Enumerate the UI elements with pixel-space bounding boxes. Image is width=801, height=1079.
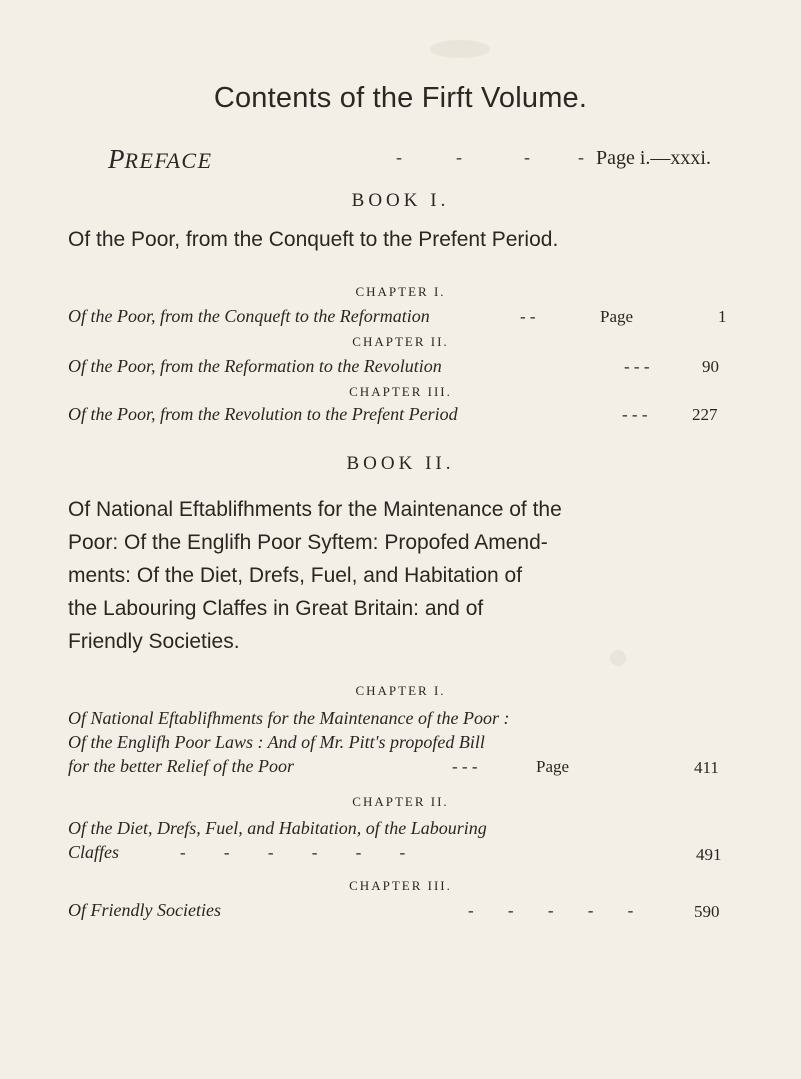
book-2-chapter-2-leaders: - - - - - - [180,843,406,862]
book-1-chapter-2-leaders: - - - [624,357,650,376]
book-2-chapter-1-line: Of National Eftablifhments for the Maintenance of the Poor : [68,708,510,728]
book-2-chapter-2-page-number: 491 [696,845,722,864]
book-1-chapter-1-title: Of the Poor, from the Conqueft to the Reformation [68,306,430,326]
preface-initial: P [108,144,125,174]
book-1-chapter-3-leaders: - - - [622,405,648,424]
book-2-chapter-1-page-label: Page [536,757,570,776]
book-2-heading: BOOK II. [346,453,455,474]
book-1-title: Of the Poor, from the Conqueft to the Prefent Period. [68,228,559,251]
book-2-chapter-2-heading: CHAPTER II. [352,794,449,809]
leader-dot: - [578,147,584,167]
preface-label [108,144,213,175]
book-1-chapter-1-leaders: - - [520,307,536,326]
book-1-chapter-3-page-number: 227 [692,405,718,424]
book-2-chapter-1-line: for the better Relief of the Poor [68,756,294,776]
preface-page-range: Page i.—xxxi. [596,147,711,169]
leader-dot: - [396,147,402,167]
book-2-chapter-3-leaders: - - - - - [468,901,634,920]
book-1-chapter-1-page-label: Page [600,307,634,326]
leader-dot: - [524,147,530,167]
book-1-chapter-3-heading: CHAPTER III. [349,384,452,399]
book-2-title-line: Poor: Of the Englifh Poor Syftem: Propofed Amend- [68,531,548,554]
book-1-chapter-2-heading: CHAPTER II. [352,334,449,349]
book-2-chapter-2-line: Claffes [68,842,120,862]
book-2-chapter-1-page-number: 411 [694,758,719,777]
book-2-chapter-2-line: Of the Diet, Drefs, Fuel, and Habitation, of the Labouring [68,818,487,838]
book-2-chapter-1-heading: CHAPTER I. [355,683,446,698]
book-1-chapter-2-title: Of the Poor, from the Reformation to the Revolution [68,356,442,376]
book-1-chapter-1-heading: CHAPTER I. [355,284,446,299]
preface-label-rest: REFACE [124,148,213,173]
book-1-chapter-2-page-number: 90 [702,357,719,376]
leader-dot: - [456,147,462,167]
book-1-chapter-1-page-number: 1 [718,307,727,326]
book-2-chapter-1-line: Of the Englifh Poor Laws : And of Mr. Pitt's propofed Bill [68,732,485,752]
paper-stain [430,40,490,58]
book-2-chapter-3-title: Of Friendly Societies [68,900,221,920]
book-2-title-line: Friendly Societies. [68,630,240,653]
paper-stain [610,650,626,666]
book-2-title-line: ments: Of the Diet, Drefs, Fuel, and Habitation of [68,564,523,587]
book-2-title-line: Of National Eftablifhments for the Maintenance of the [68,498,562,521]
book-2-chapter-3-heading: CHAPTER III. [349,878,452,893]
book-1-chapter-3-title: Of the Poor, from the Revolution to the Prefent Period [68,404,458,424]
book-2-chapter-3-page-number: 590 [694,902,720,921]
book-2-title-line: the Labouring Claffes in Great Britain: and of [68,597,484,620]
book-2-chapter-1-leaders: - - - [452,757,478,776]
book-1-heading: BOOK I. [351,190,450,211]
page-title: Contents of the Firft Volume. [213,82,588,114]
